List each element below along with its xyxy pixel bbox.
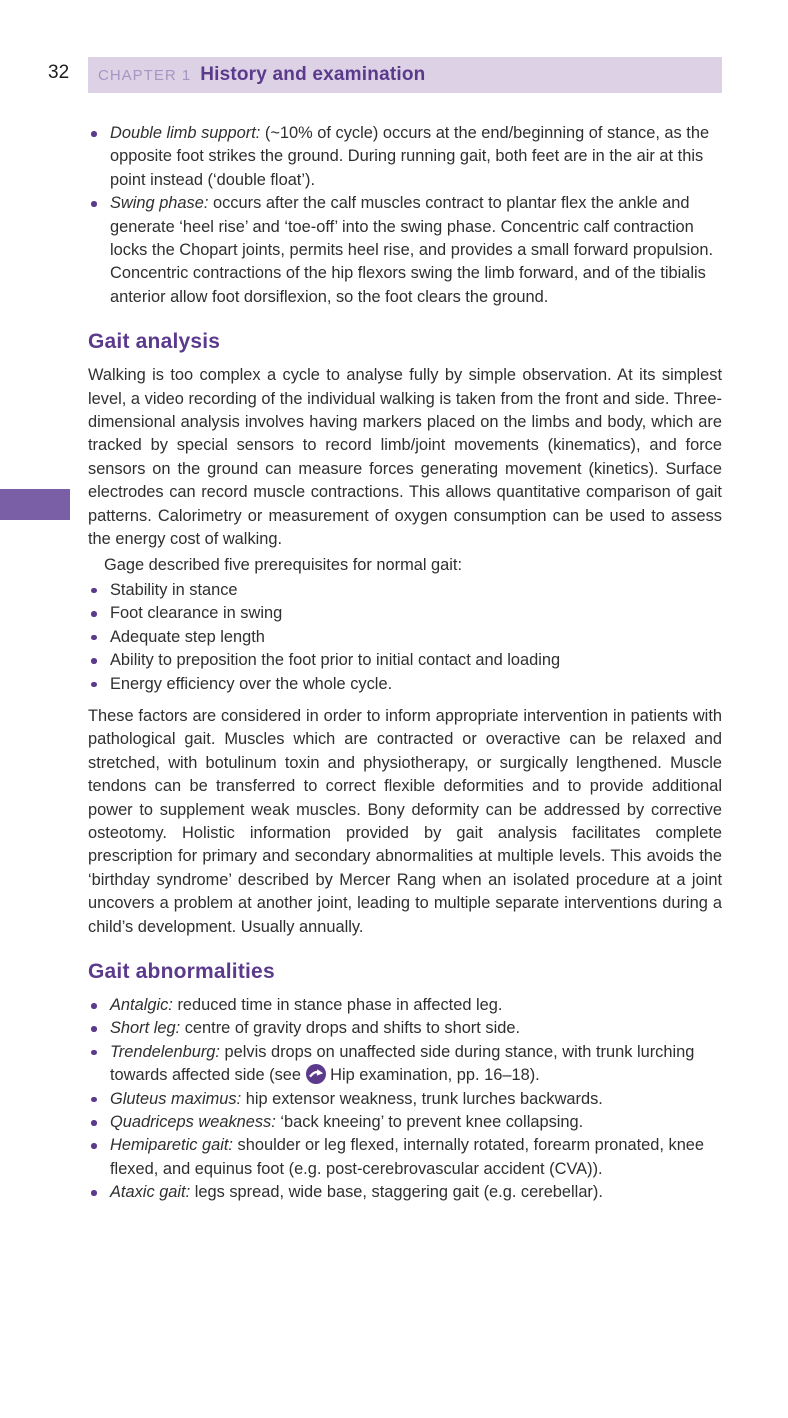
list-item bbox=[88, 579, 722, 602]
paragraph: Walking is too complex a cycle to analyse fully by simple observation. At its simplest level, a video recording of the individual walking is taken from the front and side. Three-dimensional analysis involves having markers placed on the limbs and body, which are tracked by special sensors to record limb/joint movements (kinematics), and force sensors on the ground can measure forces generating movement (kinetics). Surface electrodes can record muscle contractions. This allows quantitative comparison of gait patterns. Calorimetry or measurement of oxygen consumption can be used to assess the energy cost of walking. bbox=[88, 366, 722, 549]
bullet-term: Swing phase: bbox=[110, 194, 209, 213]
page-number: 32 bbox=[48, 62, 70, 83]
bullet-text: Adequate step length bbox=[110, 627, 265, 646]
bullet-text: Ability to preposition the foot prior to initial contact and loading bbox=[110, 651, 561, 670]
list-item bbox=[88, 1088, 722, 1111]
list-item bbox=[88, 1017, 722, 1040]
list-item bbox=[88, 1111, 722, 1134]
list-item bbox=[88, 994, 722, 1017]
list-item bbox=[88, 122, 722, 192]
list-item bbox=[88, 1181, 722, 1204]
bullet-text: pelvis drops on unaffected side during stance, with trunk lurching towards affected side (see bbox=[110, 1042, 695, 1085]
prerequisites-list bbox=[88, 579, 722, 696]
chapter-thumb-tab bbox=[0, 489, 70, 520]
chapter-title: History and examination bbox=[200, 64, 426, 85]
bullet-text: shoulder or leg flexed, internally rotated, forearm pronated, knee flexed, and equinus foot (e.g. post-cerebrovascular accident (CVA)). bbox=[110, 1136, 705, 1178]
list-item bbox=[88, 602, 722, 625]
list-item bbox=[88, 626, 722, 649]
bullet-term: Double limb support: bbox=[110, 124, 261, 142]
bullet-text: Hip examination, pp. 16–18). bbox=[330, 1066, 540, 1085]
bullet-term: Quadriceps weakness: bbox=[110, 1113, 276, 1132]
list-item bbox=[88, 192, 722, 309]
bullet-text: Foot clearance in swing bbox=[110, 604, 283, 623]
list-item bbox=[88, 1134, 722, 1181]
bullet-term: Gluteus maximus: bbox=[110, 1089, 242, 1108]
bullet-text: reduced time in stance phase in affected leg. bbox=[177, 996, 503, 1014]
gage-prerequisites-intro: Gage described five prerequisites for normal gait: bbox=[104, 555, 463, 574]
chapter-header-bar bbox=[88, 57, 722, 93]
section-heading-gait-analysis: Gait analysis bbox=[88, 330, 221, 354]
bullet-text: occurs after the calf muscles contract to plantar flex the ankle and generate ‘heel rise’ and ‘toe-off’ into the swing phase. Concentric calf contraction locks the Chopart joints, permits heel rise, and provides a small forward propulsion. Concentric contractions of the hip flexors swing the limb forward, and of the tibialis anterior allow foot dorsiflexion, so the foot clears the ground. bbox=[110, 194, 714, 306]
bullet-term: Antalgic: bbox=[110, 996, 173, 1014]
bullet-term: Hemiparetic gait: bbox=[110, 1136, 233, 1155]
bullet-term: Trendelenburg: bbox=[110, 1042, 220, 1061]
cross-reference-icon[interactable] bbox=[306, 1064, 326, 1084]
bullet-term: Short leg: bbox=[110, 1019, 181, 1038]
bullet-text: ‘back kneeing’ to prevent knee collapsing. bbox=[280, 1113, 584, 1132]
chapter-label: CHAPTER 1 bbox=[98, 66, 192, 84]
intro-bullet-list bbox=[88, 122, 722, 309]
bullet-term: Ataxic gait: bbox=[110, 1183, 191, 1202]
page-content bbox=[88, 122, 722, 1205]
bullet-text: Energy efficiency over the whole cycle. bbox=[110, 674, 393, 693]
section-heading-gait-abnormalities: Gait abnormalities bbox=[88, 960, 275, 983]
abnormalities-list bbox=[88, 994, 722, 1205]
list-item bbox=[88, 649, 722, 672]
bullet-text: Stability in stance bbox=[110, 580, 238, 599]
bullet-text: hip extensor weakness, trunk lurches backwards. bbox=[245, 1089, 603, 1108]
list-item bbox=[88, 1041, 722, 1088]
bullet-text: centre of gravity drops and shifts to short side. bbox=[184, 1019, 520, 1038]
list-item bbox=[88, 673, 722, 696]
paragraph: These factors are considered in order to inform appropriate intervention in patients with pathological gait. Muscles which are contracted or overactive can be relaxed and stretched, with botulinum toxin and physiotherapy, or surgically lengthened. Muscle tendons can be transferred to correct flexible deformities and to provide additional power to supplement weak muscles. Bony deformity can be addressed by corrective osteotomy. Holistic information provided by gait analysis facilitates complete prescription for primary and secondary abnormalities at multiple levels. This avoids the ‘birthday syndrome’ described by Mercer Rang when an isolated procedure at a joint uncovers a problem at another joint, leading to multiple separate interventions during a child’s development. Usually annually. bbox=[88, 706, 722, 936]
bullet-text: legs spread, wide base, staggering gait (e.g. cerebellar). bbox=[194, 1183, 603, 1202]
bullet-text: (~10% of cycle) occurs at the end/beginning of stance, as the opposite foot strikes the ground. During running gait, both feet are in the air at this point instead (‘double float’). bbox=[110, 124, 710, 189]
